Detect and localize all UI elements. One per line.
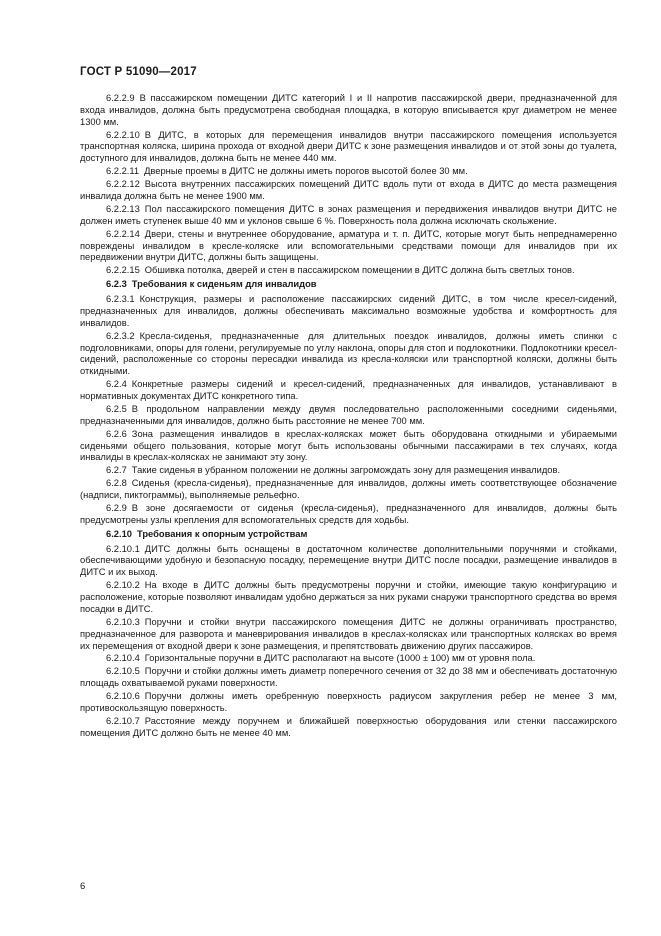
paragraph-number: 6.2.2.15: [106, 265, 140, 276]
paragraph-number: 6.2.5: [106, 403, 127, 414]
paragraph-number: 6.2.2.14: [106, 228, 140, 239]
paragraph-text: Высота внутренних пассажирских помещений ДИТС вдоль пути от входа в ДИТС до места размещения инвалида должна быть не менее 1900 мм.: [80, 179, 617, 202]
paragraph-text: В пассажирском помещении ДИТС категорий I и II напротив пассажирской двери, предназначенной для входа инвалидов, должна быть предусмотрена свободная площадка, в которую вписывается круг диаметром не менее 1300 мм.: [80, 93, 617, 127]
paragraph-text: Кресла-сиденья, предназначенные для длительных поездок инвалидов, должны иметь спинки с подголовниками, опоры для голени, регулируемые по углу наклона, опоры для стоп и подлокотники. Подлокотники кресел-сидений, расположенные со стороны пересадки инвалида из кресла-коляски или транспортной коляски, должны быть откидными.: [80, 330, 617, 377]
document-body: [80, 93, 617, 741]
section-heading: [80, 279, 617, 291]
paragraph-number: 6.2.2.11: [106, 166, 140, 177]
paragraph-text: Двери, стены и внутреннее оборудование, арматура и т. п. ДИТС, которые могут быть непреднамеренно повреждены инвалидом в кресле-коляске или вспомогательными средствами помощи для инвалидов при их передвижении внутри ДИТС, должны быть защищены.: [80, 228, 617, 263]
paragraph-number: 6.2.2.13: [106, 203, 140, 214]
paragraph: [80, 294, 617, 330]
section-number: 6.2.3: [106, 279, 127, 290]
paragraph-number: 6.2.2.9: [106, 93, 135, 103]
paragraph: [80, 93, 617, 129]
paragraph-number: 6.2.3.1: [106, 294, 135, 305]
paragraph: [80, 331, 617, 378]
paragraph: [80, 691, 617, 715]
paragraph: [80, 617, 617, 653]
paragraph-text: Пол пассажирского помещения ДИТС в зонах размещения и передвижения инвалидов внутри ДИТС не должен иметь ступенек выше 40 мм и уклонов свыше 6 %. Поверхность пола должна исключать скольжение.: [80, 203, 617, 226]
paragraph-number: 6.2.10.5: [106, 666, 140, 677]
paragraph-text: Поручни и стойки должны иметь диаметр поперечного сечения от 32 до 38 мм и обеспечивать достаточную площадь охватываемой руками поверхности.: [80, 666, 617, 689]
paragraph-text: На входе в ДИТС должны быть предусмотрены поручни и стойки, имеющие такую конфигурацию и расположение, которые позволяют инвалидам удобно держаться за них руками снаружи транспортного средства во время посадки в ДИТС.: [80, 580, 617, 614]
paragraph-number: 6.2.10.4: [106, 653, 140, 664]
paragraph: [80, 229, 617, 265]
paragraph-text: Конструкция, размеры и расположение пассажирских сидений ДИТС, в том числе кресел-сидений, предназначенных для инвалидов, должны обеспечивать максимально возможные удобства и комфортность для инвалидов.: [80, 294, 617, 328]
paragraph-text: Поручни должны иметь оребренную поверхность радиусом закругления ребер не менее 3 мм, противоскользящую поверхность.: [80, 691, 617, 714]
section-number: 6.2.10: [106, 528, 132, 539]
paragraph-number: 6.2.10.6: [106, 691, 140, 702]
paragraph-number: 6.2.2.10: [106, 129, 140, 140]
paragraph: [80, 544, 617, 580]
paragraph-text: В ДИТС, в которых для перемещения инвалидов внутри пассажирского помещения используется транспортная коляска, ширина прохода от входной двери ДИТС к зоне размещения инвалидов и от этой зоны до туалета, доступного для инвалидов, должна быть не менее 440 мм.: [80, 129, 617, 164]
paragraph-text: Конкретные размеры сидений и кресел-сидений, предназначенных для инвалидов, устанавливают в нормативных документах ДИТС конкретного типа.: [80, 379, 617, 401]
paragraph: [80, 204, 617, 228]
paragraph-text: Расстояние между поручнем и ближайшей поверхностью оборудования или стенки пассажирского помещения ДИТС должно быть не менее 40 мм.: [80, 715, 617, 738]
paragraph-number: 6.2.8: [106, 478, 127, 489]
paragraph: [80, 478, 617, 502]
paragraph-text: Такие сиденья в убранном положении не должны загромождать зону для размещения инвалидов.: [131, 465, 561, 476]
paragraph: [80, 429, 617, 465]
paragraph-number: 6.2.10.3: [106, 616, 140, 627]
paragraph: [80, 265, 617, 277]
paragraph-text: Дверные проемы в ДИТС не должны иметь порогов высотой более 30 мм.: [144, 166, 468, 177]
paragraph-text: В продольном направлении между двумя последовательно расположенными соседними сиденьями, предназначенными для инвалидов, должно быть расстояние не менее 700 мм.: [80, 403, 617, 426]
paragraph-text: Зона размещения инвалидов в креслах-колясках может быть оборудована откидными и убираемыми сиденьями общего пользования, которые могут быть использованы обычными пассажирами в тех случаях, когда инвалиды в креслах-колясках не занимают эту зону.: [80, 428, 617, 463]
paragraph-number: 6.2.10.2: [106, 580, 140, 591]
paragraph-number: 6.2.10.1: [106, 543, 140, 554]
paragraph: [80, 580, 617, 616]
paragraph: [80, 130, 617, 166]
paragraph-number: 6.2.10.7: [106, 715, 140, 726]
paragraph-text: Горизонтальные поручни в ДИТС располагают на высоте (1000 ± 100) мм от уровня пола.: [144, 653, 536, 664]
paragraph: [80, 666, 617, 690]
paragraph-text: Обшивка потолка, дверей и стен в пассажирском помещении в ДИТС должна быть светлых тонов.: [144, 265, 575, 276]
section-heading: [80, 529, 617, 541]
paragraph: [80, 465, 617, 477]
paragraph-text: Сиденья (кресла-сиденья), предназначенные для инвалидов, должны иметь соответствующее обозначение (надписи, пиктограммы), выполняемые рельефно.: [80, 478, 617, 501]
paragraph-number: 6.2.4: [106, 379, 127, 390]
paragraph: [80, 179, 617, 203]
paragraph: [80, 166, 617, 178]
page-number: 6: [80, 881, 86, 892]
paragraph: [80, 653, 617, 665]
paragraph-number: 6.2.2.12: [106, 179, 140, 190]
section-title: Требования к сиденьям для инвалидов: [131, 279, 317, 290]
paragraph: [80, 716, 617, 740]
document-header: ГОСТ Р 51090—2017: [80, 66, 197, 78]
paragraph-text: ДИТС должны быть оснащены в достаточном количестве дополнительными поручнями и стойками, обеспечивающими удобную и безопасную посадку, перемещение внутри ДИТС после посадки, размещение инвалидов в ДИТС и их выход.: [80, 543, 617, 578]
paragraph: [80, 404, 617, 428]
paragraph-text: В зоне досягаемости от сиденья (кресла-сиденья), предназначенного для инвалидов, должны быть предусмотрены узлы крепления для вспомогательных средств для ходьбы.: [80, 503, 617, 525]
paragraph: [80, 503, 617, 527]
paragraph-text: Поручни и стойки внутри пассажирского помещения ДИТС не должны ограничивать пространство, предназначенное для разворота и маневрирования инвалидов в креслах-колясках или транспортных колясках во время их перемещения от входной двери к зоне размещения, и препятствовать движению других пассажиров.: [80, 616, 617, 651]
paragraph-number: 6.2.9: [106, 503, 127, 514]
paragraph-number: 6.2.7: [106, 465, 127, 476]
paragraph-number: 6.2.6: [106, 428, 127, 439]
paragraph-number: 6.2.3.2: [106, 330, 135, 341]
paragraph: [80, 379, 617, 403]
section-title: Требования к опорным устройствам: [136, 528, 308, 539]
